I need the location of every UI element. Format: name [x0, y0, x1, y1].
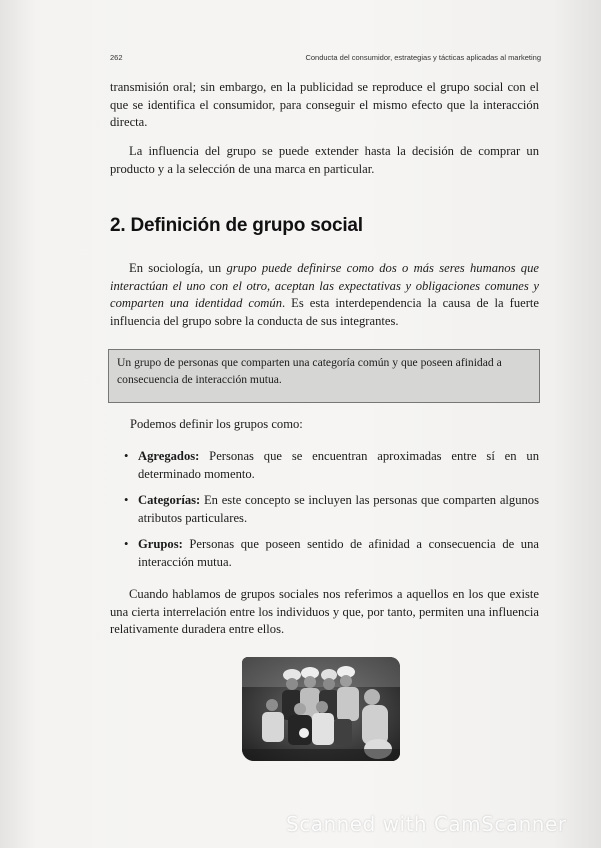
- definition-paragraph: [110, 260, 539, 330]
- list-item: [124, 492, 539, 527]
- list-item-text: Personas que poseen sentido de afinidad a consecuencia de una interacción mutua.: [138, 537, 539, 569]
- group-photo-image: [242, 657, 400, 761]
- list-intro: Podemos definir los grupos como:: [130, 417, 303, 431]
- definition-lead: En sociología, un: [129, 261, 227, 275]
- group-photo: [242, 657, 400, 761]
- running-header: [110, 53, 541, 62]
- section-heading: 2. Definición de grupo social: [110, 215, 363, 236]
- bullet-icon: •: [124, 493, 129, 507]
- bullet-icon: •: [124, 449, 129, 463]
- definition-box: Un grupo de personas que comparten una categoría común y que poseen afinidad a consecuencia de interacción mutua.: [108, 349, 540, 403]
- running-title: Conducta del consumidor, estrategias y tácticas aplicadas al marketing: [305, 53, 541, 62]
- intro-paragraph-2: La influencia del grupo se puede extender hasta la decisión de comprar un producto y a la selección de una marca en particular.: [110, 144, 539, 176]
- list-item-term: Agregados:: [138, 449, 200, 463]
- definition-tail: . Es esta interdependencia la causa de la fuerte influencia del grupo sobre la conducta de sus integrantes.: [110, 296, 539, 328]
- closing-paragraph: Cuando hablamos de grupos sociales nos referimos a aquellos en los que existe una cierta interrelación entre los individuos y que, por tanto, permiten una influencia relativamente duradera entre ellos.: [110, 587, 539, 636]
- bullet-icon: •: [124, 537, 129, 551]
- list-item-text: Personas que se encuentran aproximadas entre sí en un determinado momento.: [138, 449, 539, 481]
- list-item-text: En este concepto se incluyen las personas que comparten algunos atributos particulares.: [138, 493, 539, 525]
- list-item-term: Grupos:: [138, 537, 183, 551]
- list-item: [124, 536, 539, 571]
- list-item: [124, 448, 539, 483]
- definition-italic: grupo puede definirse como dos o más seres humanos que interactúan el uno con el otro, aceptan las expectativas y obligaciones comunes y comparten una identidad común: [110, 261, 539, 310]
- page-number: 262: [110, 53, 123, 62]
- list-item-term: Categorías:: [138, 493, 201, 507]
- intro-paragraph-1: transmisión oral; sin embargo, en la publicidad se reproduce el grupo social con el que se identifica el consumidor, para conseguir el mismo efecto que la interacción directa.: [110, 80, 539, 129]
- scanner-watermark: Scanned with CamScanner: [286, 812, 567, 836]
- group-types-list: [124, 448, 539, 580]
